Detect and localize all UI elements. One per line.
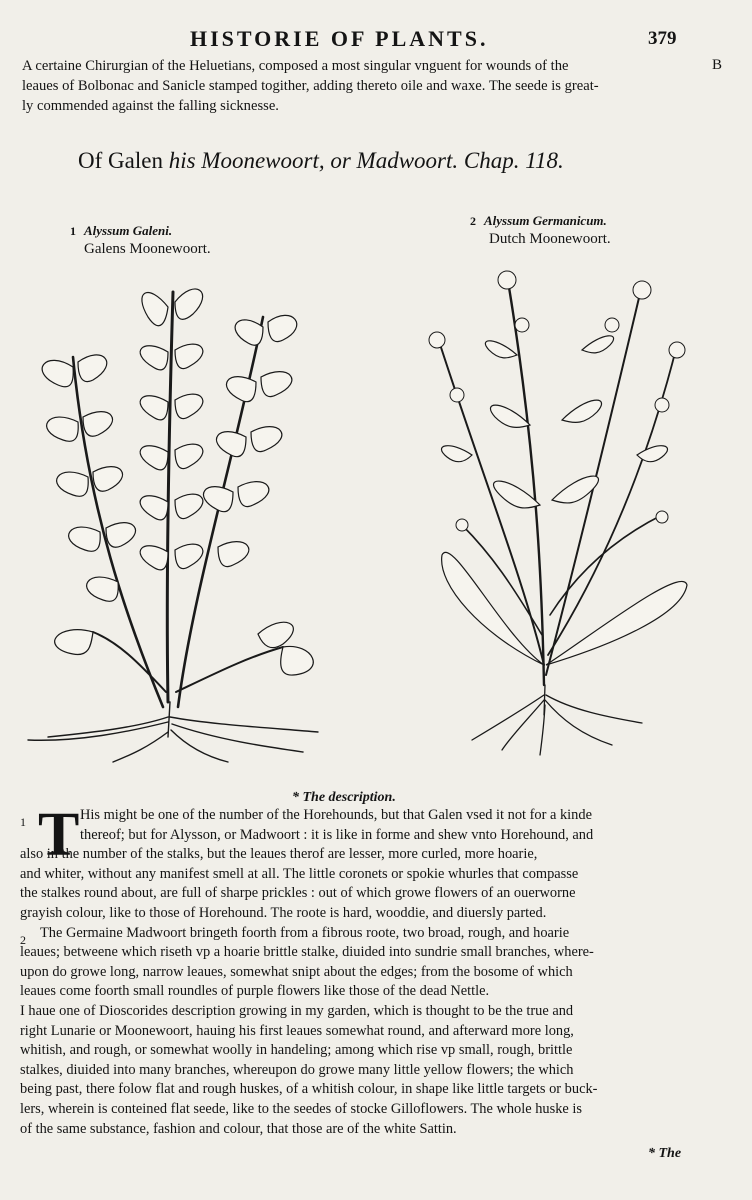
text-line: lers, wherein is conteined flat seede, like to the seedes of stocke Gilloflowers. The whole huske is [20, 1100, 583, 1117]
chapter-number: Chap. 118. [458, 148, 564, 173]
leaf [106, 523, 136, 548]
leaf [175, 394, 203, 418]
leaf [87, 577, 119, 601]
leaf [175, 494, 203, 518]
leaf [216, 432, 246, 457]
chapter-galen: Galen [108, 148, 163, 173]
text-line: thereof; but for Alysson, or Madwoort : it is like in forme and shew vnto Horehound, and [80, 826, 594, 843]
leaf [55, 630, 93, 655]
text-line: the stalkes round about, are full of sharpe prickles : out of which growe flowers of an ouerworne [20, 885, 576, 902]
text-line: His might be one of the number of the Horehounds, but that Galen vsed it not for a kinde [80, 807, 592, 823]
leaf [218, 542, 249, 567]
leaf [226, 377, 256, 402]
chapter-his: his [162, 148, 202, 173]
figure-caption-2 [470, 212, 611, 248]
stem [507, 275, 544, 685]
leaf [281, 646, 314, 675]
text-line: grayish colour, like to those of Horehound. The roote is hard, wooddie, and diuersly parted. [20, 904, 547, 921]
text-line: also in the number of the stalks, but the leaues therof are lesser, more curled, more hoarie, [20, 846, 538, 863]
leaf [562, 400, 602, 422]
leaf [203, 487, 233, 512]
woodcut-galens-moonewoort [18, 262, 348, 767]
text-line: I haue one of Dioscorides description growing in my garden, which is thought to be the true and [20, 1002, 574, 1019]
flower-cluster [605, 318, 619, 332]
leaf [175, 289, 203, 319]
leaf [83, 412, 113, 437]
leaf [140, 496, 168, 520]
flower-cluster [429, 332, 445, 348]
leaf [637, 446, 668, 462]
leaf [140, 446, 168, 470]
text-line: stalkes, diuided into many branches, whereupon do growe many little yellow flowers; the which [20, 1061, 574, 1078]
leaf [490, 405, 530, 427]
leaf [140, 396, 168, 420]
leaf [485, 341, 517, 358]
leaf [140, 346, 168, 370]
leaf [235, 320, 263, 345]
leaf [175, 444, 203, 468]
flower-cluster [655, 398, 669, 412]
woodcut-dutch-moonewoort [412, 255, 702, 760]
stem [176, 647, 283, 692]
margin-letter: B [712, 57, 723, 73]
catchword: * The [648, 1146, 682, 1161]
section-heading-description: * The description. [292, 790, 396, 805]
flower-cluster [450, 388, 464, 402]
leaf [142, 293, 168, 326]
flower-cluster [656, 511, 668, 523]
chapter-plant-name: Moonewoort, or Madwoort. [201, 148, 459, 173]
leaf [251, 427, 282, 452]
paragraph-marker-1: 1 [20, 815, 26, 829]
flower-cluster [669, 342, 685, 358]
figure-latin-name: Alyssum Germanicum. [484, 213, 607, 228]
text-line: of the same substance, fashion and colour, that those are of the white Sattin. [20, 1120, 457, 1137]
leaf [42, 360, 73, 386]
intro-line: leaues of Bolbonac and Sanicle stamped togither, adding thereto oile and waxe. The seede is great- [22, 78, 599, 94]
leaf [78, 355, 107, 382]
figure-number: 2 [470, 214, 476, 228]
leaf [140, 546, 168, 570]
figure-latin-name: Alyssum Galeni. [84, 223, 173, 238]
figure-number: 1 [70, 224, 76, 238]
flower-cluster [456, 519, 468, 531]
leaf [441, 446, 472, 462]
chapter-prefix: Of [78, 148, 109, 173]
page-number: 379 [648, 28, 677, 49]
leaf [238, 482, 269, 507]
leaf [582, 336, 614, 353]
leaf [93, 467, 123, 492]
leaf [261, 372, 292, 397]
leaf [258, 622, 293, 647]
text-line: right Lunarie or Moonewoort, hauing his first leaues somewhat round, and afterward more long, [20, 1022, 574, 1039]
text-line: leaues; betweene which riseth vp a hoarie brittle stalke, diuided into sundrie small branches, where- [20, 944, 594, 961]
stem [93, 632, 166, 692]
root [28, 702, 318, 762]
intro-line: ly commended against the falling sicknesse. [22, 98, 279, 114]
flower-cluster [633, 281, 651, 299]
text-line: being past, there folow flat and rough huskes, of a whitish colour, in shape like little targets or buck- [20, 1081, 598, 1098]
root [472, 685, 642, 755]
figure-english-name: Dutch Moonewoort. [489, 231, 611, 247]
figure-caption-1 [70, 222, 211, 258]
paragraph-marker-2: 2 [20, 933, 26, 947]
stem [462, 525, 542, 635]
text-line: leaues come foorth small roundles of purple flowers like those of the dead Nettle. [20, 983, 490, 1000]
chapter-heading [78, 148, 678, 174]
leaf [175, 344, 203, 368]
leaf [47, 417, 79, 441]
text-line: upon do growe long, narrow leaues, somewhat snipt about the edges; from the bosome of which [20, 963, 573, 980]
flower-cluster [498, 271, 516, 289]
intro-paragraph [22, 56, 722, 116]
running-title: HISTORIE OF PLANTS. [190, 26, 489, 51]
leaf [57, 472, 89, 496]
leaf [175, 544, 203, 568]
figure-english-name: Galens Moonewoort. [84, 241, 211, 257]
description-text [20, 801, 732, 1139]
text-line: The Germaine Madwoort bringeth foorth from a fibrous roote, two broad, rough, and hoarie [40, 924, 570, 941]
leaf [268, 315, 297, 341]
flower-cluster [515, 318, 529, 332]
leaf [69, 527, 101, 551]
drop-cap: T [38, 801, 80, 869]
running-head [0, 22, 752, 56]
intro-line: A certaine Chirurgian of the Heluetians, composed a most singular vnguent for wounds of the [22, 58, 569, 74]
text-line: and whiter, without any manifest smell at all. The little coronets or spokie whurles that compasse [20, 865, 579, 882]
text-line: whitish, and rough, or somewhat woolly in handeling; among which rise vp small, rough, brittle [20, 1042, 573, 1059]
